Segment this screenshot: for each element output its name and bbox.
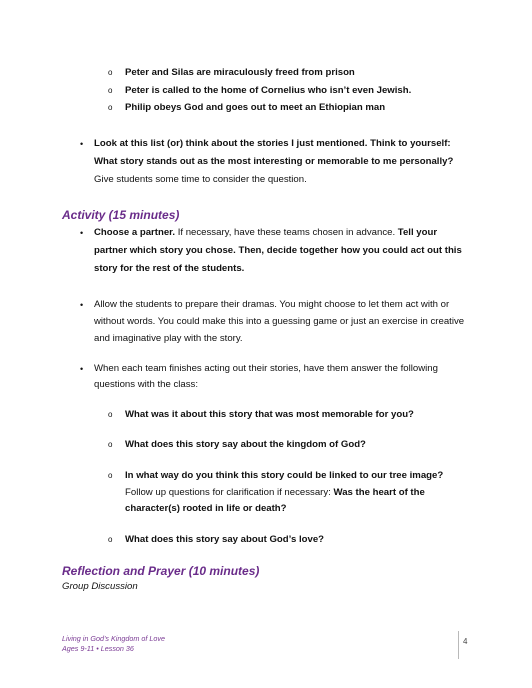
bullet-icon: • bbox=[80, 139, 84, 149]
page-number: 4 bbox=[463, 637, 468, 646]
sub-bullet-icon: o bbox=[108, 440, 113, 449]
section-heading: Activity (15 minutes) bbox=[62, 208, 180, 222]
bullet-icon: • bbox=[80, 300, 84, 310]
bullet-text: partner which story you chose. Then, decide together how you could act out this bbox=[94, 245, 462, 256]
bullet-text: Look at this list (or) think about the stories I just mentioned. Think to yourself: bbox=[94, 138, 451, 149]
sub-bullet-icon: o bbox=[108, 68, 113, 77]
bullet-text: What story stands out as the most interesting or memorable to me personally? bbox=[94, 156, 454, 167]
question-item: In what way do you think this story could be linked to our tree image? bbox=[125, 470, 444, 481]
list-item: Philip obeys God and goes out to meet an Ethiopian man bbox=[125, 102, 386, 113]
bullet-icon: • bbox=[80, 228, 84, 238]
normal-text: Follow up questions for clarification if necessary: bbox=[125, 487, 334, 498]
sub-bullet-icon: o bbox=[108, 535, 113, 544]
bullet-text: Give students some time to consider the question. bbox=[94, 174, 307, 185]
bullet-text: and imaginative play with the story. bbox=[94, 333, 243, 344]
sub-bullet-icon: o bbox=[108, 103, 113, 112]
bullet-text bbox=[94, 227, 437, 239]
sub-bullet-icon: o bbox=[108, 471, 113, 480]
footer-divider bbox=[458, 631, 459, 659]
question-item: What does this story say about the kingdom of God? bbox=[125, 439, 366, 450]
bullet-text: Allow the students to prepare their dramas. You might choose to let them act with or bbox=[94, 299, 450, 310]
bullet-icon: • bbox=[80, 364, 84, 374]
sub-bullet-icon: o bbox=[108, 410, 113, 419]
bullet-text: story for the rest of the students. bbox=[94, 263, 245, 274]
question-item bbox=[125, 487, 425, 499]
bullet-text: without words. You could make this into a guessing game or just an exercise in creative bbox=[94, 316, 465, 327]
section-heading: Reflection and Prayer (10 minutes) bbox=[62, 564, 260, 578]
bullet-text: When each team finishes acting out their stories, have them answer the following bbox=[94, 363, 438, 374]
footer-title: Living in God’s Kingdom of Love bbox=[62, 634, 165, 643]
question-item: What was it about this story that was most memorable for you? bbox=[125, 409, 414, 420]
question-item: character(s) rooted in life or death? bbox=[125, 503, 287, 514]
bold-text: Choose a partner. bbox=[94, 227, 176, 238]
section-subheading: Group Discussion bbox=[62, 581, 138, 592]
list-item: Peter is called to the home of Cornelius who isn’t even Jewish. bbox=[125, 85, 412, 96]
bullet-text: questions with the class: bbox=[94, 379, 198, 390]
sub-bullet-icon: o bbox=[108, 86, 113, 95]
list-item: Peter and Silas are miraculously freed from prison bbox=[125, 67, 355, 78]
bold-text: Was the heart of the bbox=[333, 487, 425, 498]
bold-text: Tell your bbox=[397, 227, 438, 238]
normal-text: If necessary, have these teams chosen in advance. bbox=[175, 227, 398, 238]
question-item: What does this story say about God’s love? bbox=[125, 534, 325, 545]
footer-subtitle: Ages 9-11 • Lesson 36 bbox=[62, 644, 134, 653]
